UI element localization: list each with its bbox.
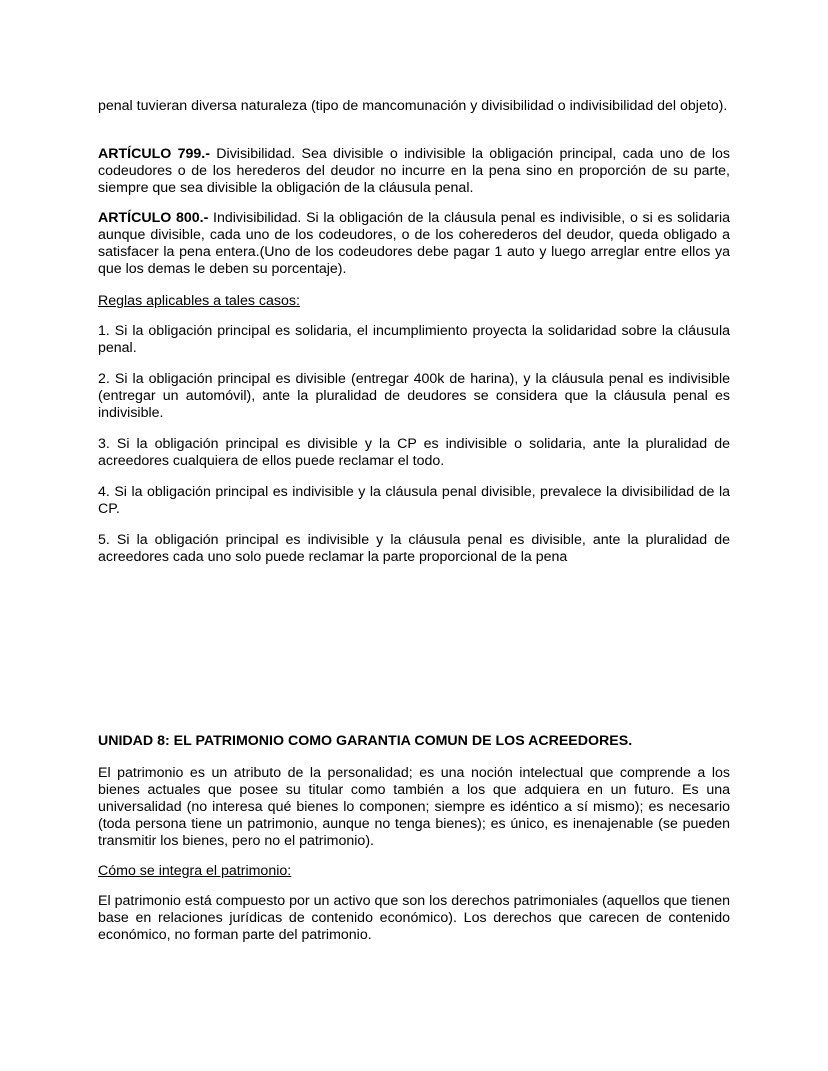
article-800-text: Indivisibilidad. Si la obligación de la cláusula penal es indivisible, o si es solidaria aunque divisible, cada uno de los codeudores, o de los coherederos del deudor, queda obligado a satisfacer la pena entera.(Uno de los codeudores debe pagar 1 auto y luego arreglar entre ellos ya que los demas le deben su porcentaje). (98, 210, 731, 277)
rule-item: 3. Si la obligación principal es divisible y la CP es indivisible o solidaria, ante la pluralidad de acreedores cualquiera de ellos puede reclamar el todo. (98, 436, 730, 469)
article-800 (98, 210, 730, 278)
paragraph-continuation: penal tuvieran diversa naturaleza (tipo de mancomunación y divisibilidad o indivisibilidad del objeto). (98, 98, 728, 114)
article-799 (98, 146, 730, 197)
rule-item: 5. Si la obligación principal es indivisible y la cláusula penal es divisible, ante la pluralidad de acreedores cada uno solo puede reclamar la parte proporcional de la pena (98, 532, 730, 565)
rule-item: 2. Si la obligación principal es divisible (entregar 400k de harina), y la cláusula penal es indivisible (entregar un automóvil), ante la pluralidad de deudores se considera que la cláusula penal es indivisible. (98, 371, 730, 421)
patrimonio-intro: El patrimonio es un atributo de la personalidad; es una noción intelectual que comprende a los bienes actuales que posee su titular como también a los que adquiera en un futuro. Es una universalidad (no interesa qué bienes lo componen; siempre es idéntico a sí mismo); es necesario (toda persona tiene un patrimonio, aunque no tenga bienes); es único, es inenajenable (se pueden transmitir los bienes, pero no el patrimonio). (98, 765, 730, 849)
article-799-label: ARTÍCULO 799.- (98, 146, 210, 162)
rule-item: 4. Si la obligación principal es indivisible y la cláusula penal divisible, prevalece la divisibilidad de la CP. (98, 484, 730, 517)
integra-text: El patrimonio está compuesto por un activo que son los derechos patrimoniales (aquellos que tienen base en relaciones jurídicas de contenido económico). Los derechos que carecen de contenido económico, no forman parte del patrimonio. (98, 893, 730, 943)
article-800-label: ARTÍCULO 800.- (98, 210, 209, 226)
article-799-text: Divisibilidad. Sea divisible o indivisible la obligación principal, cada uno de los codeudores o de los herederos del deudor no incurre en la pena sino en proporción de su parte, siempre que sea divisible la obligación de la cláusula penal. (98, 146, 730, 196)
unit-heading: UNIDAD 8: EL PATRIMONIO COMO GARANTIA COMUN DE LOS ACREEDORES. (98, 733, 633, 749)
rule-item: 1. Si la obligación principal es solidaria, el incumplimiento proyecta la solidaridad sobre la cláusula penal. (98, 323, 730, 356)
rules-heading: Reglas aplicables a tales casos: (98, 293, 300, 309)
integra-heading: Cómo se integra el patrimonio: (98, 863, 292, 879)
